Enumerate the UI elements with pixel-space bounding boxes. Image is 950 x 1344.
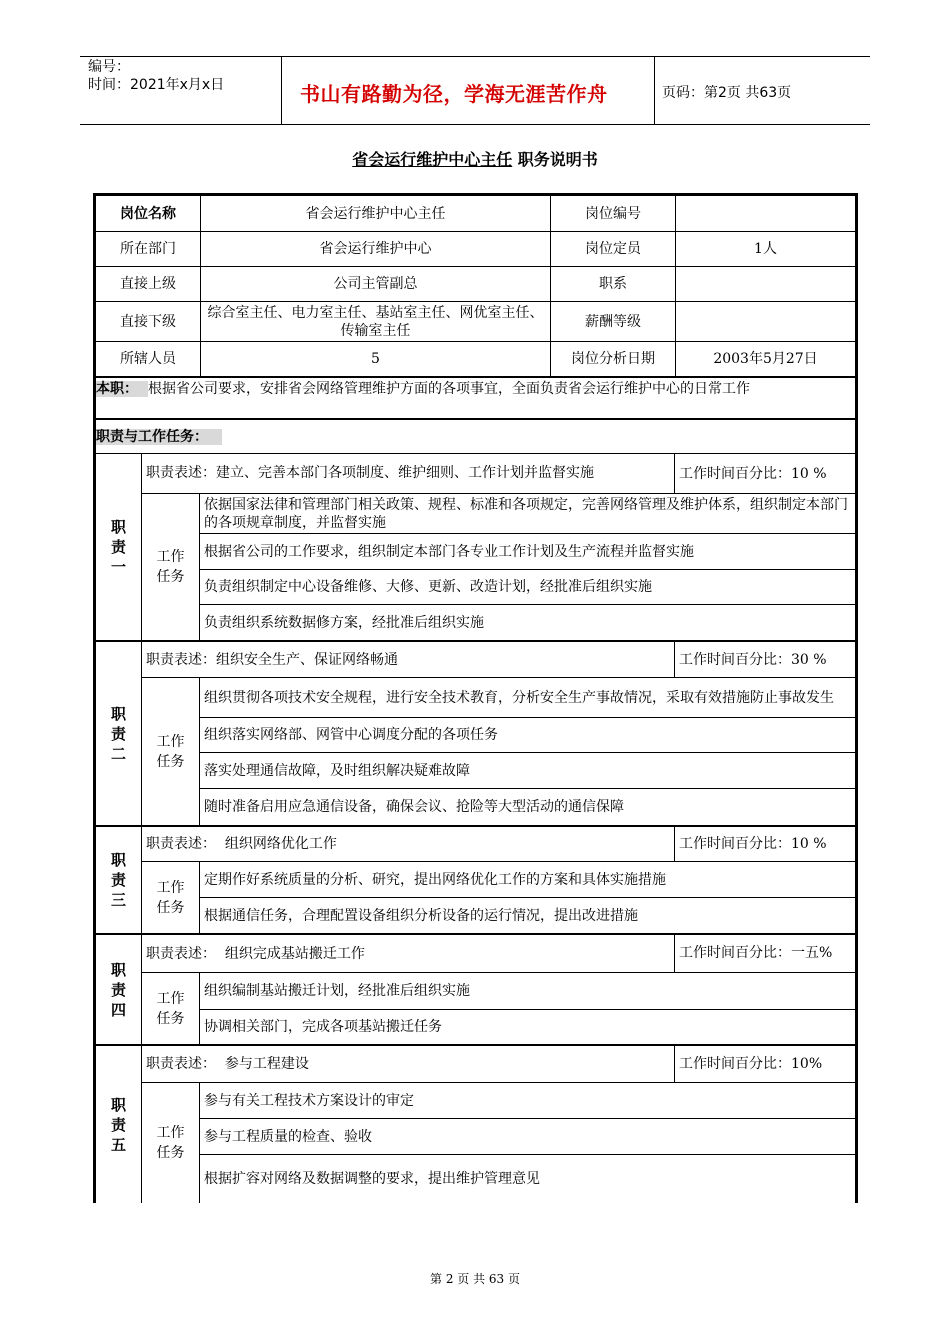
duty-4-percent: 工作时间百分比：一五% <box>679 945 833 961</box>
duty-4-name: 职责四 <box>110 960 126 1019</box>
header-meta <box>88 58 224 94</box>
series-value <box>676 267 855 301</box>
duty-2-task-1: 组织贯彻各项技术安全规程，进行安全技术教育，分析安全生产事故情况，采取有效措施防止事故发生 <box>204 689 834 706</box>
duty-3-percent: 工作时间百分比：10 % <box>679 836 827 852</box>
duty-3-task-2: 根据通信任务，合理配置设备组织分析设备的运行情况，提出改进措施 <box>204 907 638 924</box>
duty-1-tasks-label-text: 工作任务 <box>156 549 185 585</box>
page-footer: 第 2 页 共 63 页 <box>430 1272 520 1286</box>
duty-4-statement: 职责表述： 组织完成基站搬迁工作 <box>146 945 365 962</box>
duty-3-statement: 职责表述： 组织网络优化工作 <box>146 836 337 852</box>
duty-1-percent: 工作时间百分比：10 % <box>679 465 827 482</box>
duty-4-tasks-label-text: 工作任务 <box>156 990 185 1027</box>
duty-1 <box>96 454 141 640</box>
title-suffix: 职务说明书 <box>512 150 598 169</box>
subordinate-value: 综合室主任、电力室主任、基站室主任、网优室主任、传输室主任 <box>207 304 544 339</box>
header-motto: 书山有路勤为径，学海无涯苦作舟 <box>300 82 608 106</box>
duty-5-tasks-label-text: 工作任务 <box>156 1125 185 1161</box>
duty-1-statement: 职责表述：建立、完善本部门各项制度、维护细则、工作计划并监督实施 <box>146 465 594 481</box>
duty-1-task-2: 根据省公司的工作要求，组织制定本部门各专业工作计划及生产流程并监督实施 <box>204 543 694 560</box>
duty-1-task-3: 负责组织制定中心设备维修、大修、更新、改造计划，经批准后组织实施 <box>204 579 652 595</box>
duty-4-task-2: 协调相关部门，完成各项基站搬迁任务 <box>204 1019 442 1035</box>
dept-value: 省会运行维护中心 <box>319 241 432 257</box>
duty-2-task-2: 组织落实网络部、网管中心调度分配的各项任务 <box>204 727 498 743</box>
duty-1-tasks-label <box>142 494 199 640</box>
duty-5-task-3: 根据扩容对网络及数据调整的要求，提出维护管理意见 <box>204 1171 540 1187</box>
header-divider-right <box>654 56 655 125</box>
salary-value <box>676 302 855 341</box>
header-divider-left <box>281 56 282 125</box>
duties-header <box>96 428 222 446</box>
staff-value: 5 <box>371 351 380 367</box>
analysis-date-value: 2003年5月27日 <box>713 351 818 367</box>
series-label: 职系 <box>599 276 627 292</box>
duty-5-percent: 工作时间百分比：10% <box>679 1056 823 1072</box>
superior-label: 直接上级 <box>120 276 176 292</box>
duty-2-task-3: 落实处理通信故障，及时组织解决疑难故障 <box>204 762 470 779</box>
duty-2-tasks-label-text: 工作任务 <box>156 733 185 770</box>
duty-5-tasks-label <box>142 1083 199 1203</box>
header-page-number: 页码：第2页 共63页 <box>662 85 792 101</box>
subordinate-label: 直接下级 <box>120 313 176 330</box>
quota-value: 1人 <box>754 241 777 257</box>
duty-2 <box>96 642 141 825</box>
post-name-label: 岗位名称 <box>120 205 176 222</box>
duty-5-name: 职责五 <box>110 1095 126 1154</box>
duty-3-name: 职责三 <box>110 851 126 909</box>
duty-1-task-1: 依据国家法律和管理部门相关政策、规程、标准和各项规定，完善网络管理及维护体系，组织制定本部门的各项规章制度，并监督实施 <box>204 496 848 531</box>
doc-time-label: 时间：2021年x月x日 <box>88 77 225 93</box>
duty-2-task-4: 随时准备启用应急通信设备，确保会议、抢险等大型活动的通信保障 <box>204 799 624 815</box>
duties-header-label: 职责与工作任务： <box>96 429 222 445</box>
duty-1-task-4: 负责组织系统数据修方案，经批准后组织实施 <box>204 614 484 631</box>
duty-3 <box>96 827 141 933</box>
salary-label: 薪酬等级 <box>585 313 641 330</box>
duty-summary-text: 根据省公司要求，安排省会网络管理维护方面的各项事宜，全面负责省会运行维护中心的日常工作 <box>148 381 750 397</box>
duty-3-task-1: 定期作好系统质量的分析、研究，提出网络优化工作的方案和具体实施措施 <box>204 871 666 888</box>
duty-1-name: 职责一 <box>110 518 126 576</box>
superior-value: 公司主管副总 <box>333 276 418 292</box>
duty-2-statement: 职责表述：组织安全生产、保证网络畅通 <box>146 651 398 668</box>
duty-5-task-1: 参与有关工程技术方案设计的审定 <box>204 1092 414 1109</box>
duty-4 <box>96 935 141 1044</box>
post-name-value: 省会运行维护中心主任 <box>305 205 446 222</box>
post-code-value <box>676 196 855 231</box>
header-bottom-rule <box>80 124 870 125</box>
duty-2-tasks-label <box>142 678 199 825</box>
dept-label: 所在部门 <box>120 241 176 257</box>
duty-3-tasks-label <box>142 862 199 933</box>
analysis-date-label: 岗位分析日期 <box>571 351 655 367</box>
duty-2-name: 职责二 <box>110 704 126 763</box>
duty-3-tasks-label-text: 工作任务 <box>156 879 185 916</box>
title-position: 省会运行维护中心主任 <box>352 150 513 169</box>
duty-summary-label: 本职： <box>96 381 148 397</box>
header-top-rule <box>80 56 870 57</box>
duty-5-task-2: 参与工程质量的检查、验收 <box>204 1128 372 1145</box>
duty-4-task-1: 组织编制基站搬迁计划，经批准后组织实施 <box>204 983 470 999</box>
staff-label: 所辖人员 <box>120 351 176 367</box>
duty-summary <box>96 380 853 418</box>
duty-2-percent: 工作时间百分比：30 % <box>679 651 827 668</box>
post-code-label: 岗位编号 <box>585 205 641 222</box>
duty-5-statement: 职责表述： 参与工程建设 <box>146 1056 309 1072</box>
doc-number-label: 编号： <box>88 59 130 75</box>
document-title <box>0 147 950 170</box>
quota-label: 岗位定员 <box>585 241 641 257</box>
duty-4-tasks-label <box>142 973 199 1044</box>
duty-5 <box>96 1046 141 1203</box>
